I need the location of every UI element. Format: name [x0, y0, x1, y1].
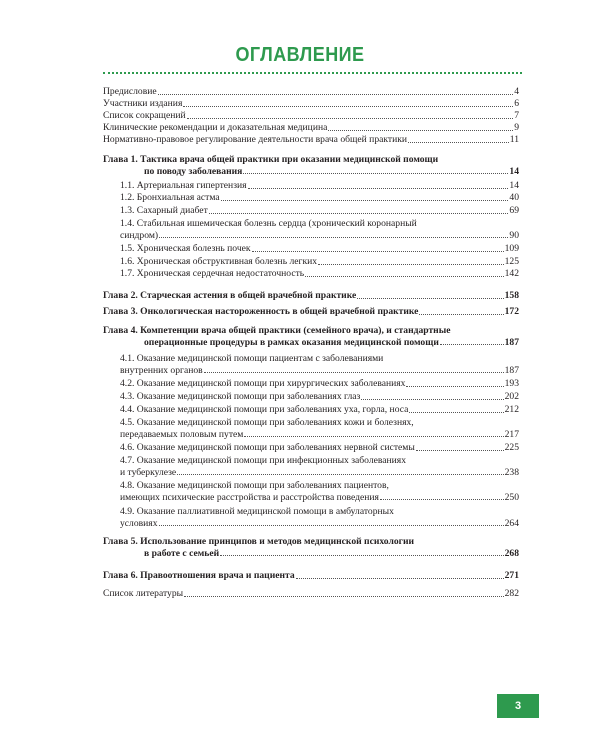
- toc-section-4-6[interactable]: [120, 442, 519, 454]
- toc-section-1-2[interactable]: [120, 192, 519, 204]
- toc-chapter-1[interactable]: [103, 154, 519, 177]
- entry-title-line1: 1.4. Стабильная ишемическая болезнь сердца (хронический коронарный: [120, 218, 417, 229]
- entry-title: 4.4. Оказание медицинской помощи при заболеваниях уха, горла, носа: [120, 404, 409, 415]
- toc-section-1-3[interactable]: [120, 205, 519, 217]
- dot-leader: [177, 474, 503, 475]
- entry-page: 264: [504, 517, 519, 529]
- chapter-title: Глава 3. Онкологическая настороженность в общей врачебной практике: [103, 306, 419, 317]
- toc-section-1-1[interactable]: [120, 180, 519, 192]
- entry-title: 1.7. Хроническая сердечная недостаточность: [120, 268, 305, 279]
- entry-page: 7: [514, 110, 519, 121]
- entry-title: Нормативно-правовое регулирование деятельности врача общей практики: [103, 134, 408, 145]
- dot-leader: [243, 173, 508, 174]
- entry-page: 193: [504, 378, 519, 389]
- entry-title-line2: условиях: [120, 517, 158, 529]
- entry-title: Предисловие: [103, 86, 157, 97]
- entry-page: 6: [514, 98, 519, 109]
- entry-title-line2: имеющих психические расстройства и расстройства поведения: [120, 491, 379, 503]
- toc-entry-guidelines[interactable]: [103, 122, 519, 134]
- entry-title: 1.3. Сахарный диабет: [120, 205, 208, 216]
- toc-entry-preface[interactable]: [103, 86, 519, 98]
- entry-title: 1.6. Хроническая обструктивная болезнь легких: [120, 256, 318, 267]
- entry-page: 282: [504, 588, 519, 599]
- dot-leader: [328, 130, 513, 131]
- entry-page: 268: [504, 547, 519, 559]
- entry-page: 250: [504, 491, 519, 503]
- entry-page: 109: [504, 243, 519, 254]
- dot-leader: [184, 596, 504, 597]
- entry-page: 172: [504, 306, 519, 317]
- dot-leader: [361, 399, 503, 400]
- chapter-title-line1: Глава 1. Тактика врача общей практики при оказании медицинской помощи: [103, 154, 439, 165]
- chapter-title-line2: в работе с семьей: [144, 547, 220, 559]
- dot-leader: [204, 372, 504, 373]
- entry-page: 212: [504, 404, 519, 415]
- toc-chapter-3[interactable]: [103, 306, 519, 318]
- entry-title: 4.2. Оказание медицинской помощи при хирургических заболеваниях: [120, 378, 406, 389]
- entry-title-line1: 4.5. Оказание медицинской помощи при заболеваниях кожи и болезнях,: [120, 417, 414, 428]
- toc-section-1-4[interactable]: [120, 218, 519, 241]
- dot-leader: [305, 276, 503, 277]
- toc-section-1-7[interactable]: [120, 268, 519, 280]
- entry-title: 4.6. Оказание медицинской помощи при заболеваниях нервной системы: [120, 442, 415, 453]
- dot-leader: [159, 237, 508, 238]
- entry-title-line1: 4.9. Оказание паллиативной медицинской помощи в амбулаторных: [120, 506, 394, 517]
- entry-page: 69: [509, 205, 519, 216]
- toc-section-4-9[interactable]: [120, 506, 519, 529]
- toc-section-4-5[interactable]: [120, 417, 519, 440]
- entry-page: 217: [504, 428, 519, 440]
- toc-section-4-3[interactable]: [120, 391, 519, 403]
- toc-entry-abbreviations[interactable]: [103, 110, 519, 122]
- entry-page: 14: [509, 180, 519, 191]
- entry-title: Список сокращений: [103, 110, 186, 121]
- entry-page: 271: [504, 570, 519, 581]
- dot-leader: [406, 386, 503, 387]
- entry-page: 90: [509, 229, 519, 241]
- entry-page: 142: [504, 268, 519, 279]
- entry-page: 11: [509, 134, 519, 145]
- entry-title: Список литературы: [103, 588, 184, 599]
- dot-leader: [357, 298, 503, 299]
- toc-section-4-8[interactable]: [120, 480, 519, 503]
- toc-chapter-4[interactable]: [103, 325, 519, 348]
- chapter-title-line2: по поводу заболевания: [144, 165, 243, 177]
- toc-section-4-2[interactable]: [120, 378, 519, 390]
- toc-chapter-2[interactable]: [103, 290, 519, 302]
- page-number-badge: 3: [497, 694, 539, 718]
- toc-chapter-6[interactable]: [103, 570, 519, 582]
- dot-leader: [296, 578, 504, 579]
- dot-leader: [408, 142, 509, 143]
- dot-leader: [183, 106, 513, 107]
- chapter-title-line1: Глава 4. Компетенции врача общей практики (семейного врача), и стандартные: [103, 325, 451, 336]
- entry-title-line2: синдром): [120, 229, 159, 241]
- toc-section-1-6[interactable]: [120, 256, 519, 268]
- entry-page: 14: [509, 165, 519, 177]
- entry-page: 187: [504, 336, 519, 348]
- dot-leader: [416, 450, 504, 451]
- entry-title-line1: 4.7. Оказание медицинской помощи при инфекционных заболеваниях: [120, 455, 407, 466]
- dot-leader: [244, 436, 503, 437]
- chapter-title: Глава 6. Правоотношения врача и пациента: [103, 570, 295, 581]
- dot-leader: [419, 314, 503, 315]
- toc-title: ОГЛАВЛЕНИЕ: [235, 44, 365, 66]
- entry-title: 4.3. Оказание медицинской помощи при заболеваниях глаз: [120, 391, 361, 402]
- dot-leader: [409, 412, 503, 413]
- toc-section-4-4[interactable]: [120, 404, 519, 416]
- toc-entry-regulation[interactable]: [103, 134, 519, 146]
- toc-entry-references[interactable]: [103, 588, 519, 600]
- entry-page: 202: [504, 391, 519, 402]
- toc-chapter-5[interactable]: [103, 536, 519, 559]
- toc-section-1-5[interactable]: [120, 243, 519, 255]
- dot-leader: [220, 555, 504, 556]
- entry-page: 9: [514, 122, 519, 133]
- dot-leader: [252, 251, 504, 252]
- entry-title: 1.5. Хроническая болезнь почек: [120, 243, 251, 254]
- dot-leader: [440, 344, 504, 345]
- entry-page: 225: [504, 442, 519, 453]
- toc-section-4-1[interactable]: [120, 353, 519, 376]
- dot-leader: [209, 213, 509, 214]
- entry-page: 4: [514, 86, 519, 97]
- entry-title-line1: 4.8. Оказание медицинской помощи при заболеваниях пациентов,: [120, 480, 389, 491]
- entry-title-line2: внутренних органов: [120, 364, 203, 376]
- chapter-title: Глава 2. Старческая астения в общей врачебной практике: [103, 290, 357, 301]
- entry-title-line1: 4.1. Оказание медицинской помощи пациентам с заболеваниями: [120, 353, 384, 364]
- entry-title-line2: передаваемых половым путем: [120, 428, 244, 440]
- dot-leader: [380, 499, 504, 500]
- dot-leader: [158, 94, 514, 95]
- entry-title-line2: и туберкулезе: [120, 466, 177, 478]
- chapter-title-line2: операционные процедуры в рамках оказания медицинской помощи: [144, 336, 439, 348]
- entry-page: 40: [509, 192, 519, 203]
- entry-title: Участники издания: [103, 98, 183, 109]
- toc-entry-contributors[interactable]: [103, 98, 519, 110]
- chapter-title-line1: Глава 5. Использование принципов и методов медицинской психологии: [103, 536, 415, 547]
- entry-page: 238: [504, 466, 519, 478]
- entry-title: 1.2. Бронхиальная астма: [120, 192, 220, 203]
- dot-leader: [221, 200, 509, 201]
- entry-title: Клинические рекомендации и доказательная медицина: [103, 122, 328, 133]
- entry-page: 158: [504, 290, 519, 301]
- entry-page: 125: [504, 256, 519, 267]
- dot-leader: [318, 264, 504, 265]
- entry-title: 1.1. Артериальная гипертензия: [120, 180, 247, 191]
- title-dotted-rule: [103, 72, 522, 74]
- toc-section-4-7[interactable]: [120, 455, 519, 478]
- dot-leader: [159, 525, 504, 526]
- dot-leader: [187, 118, 514, 119]
- dot-leader: [248, 188, 509, 189]
- entry-page: 187: [504, 364, 519, 376]
